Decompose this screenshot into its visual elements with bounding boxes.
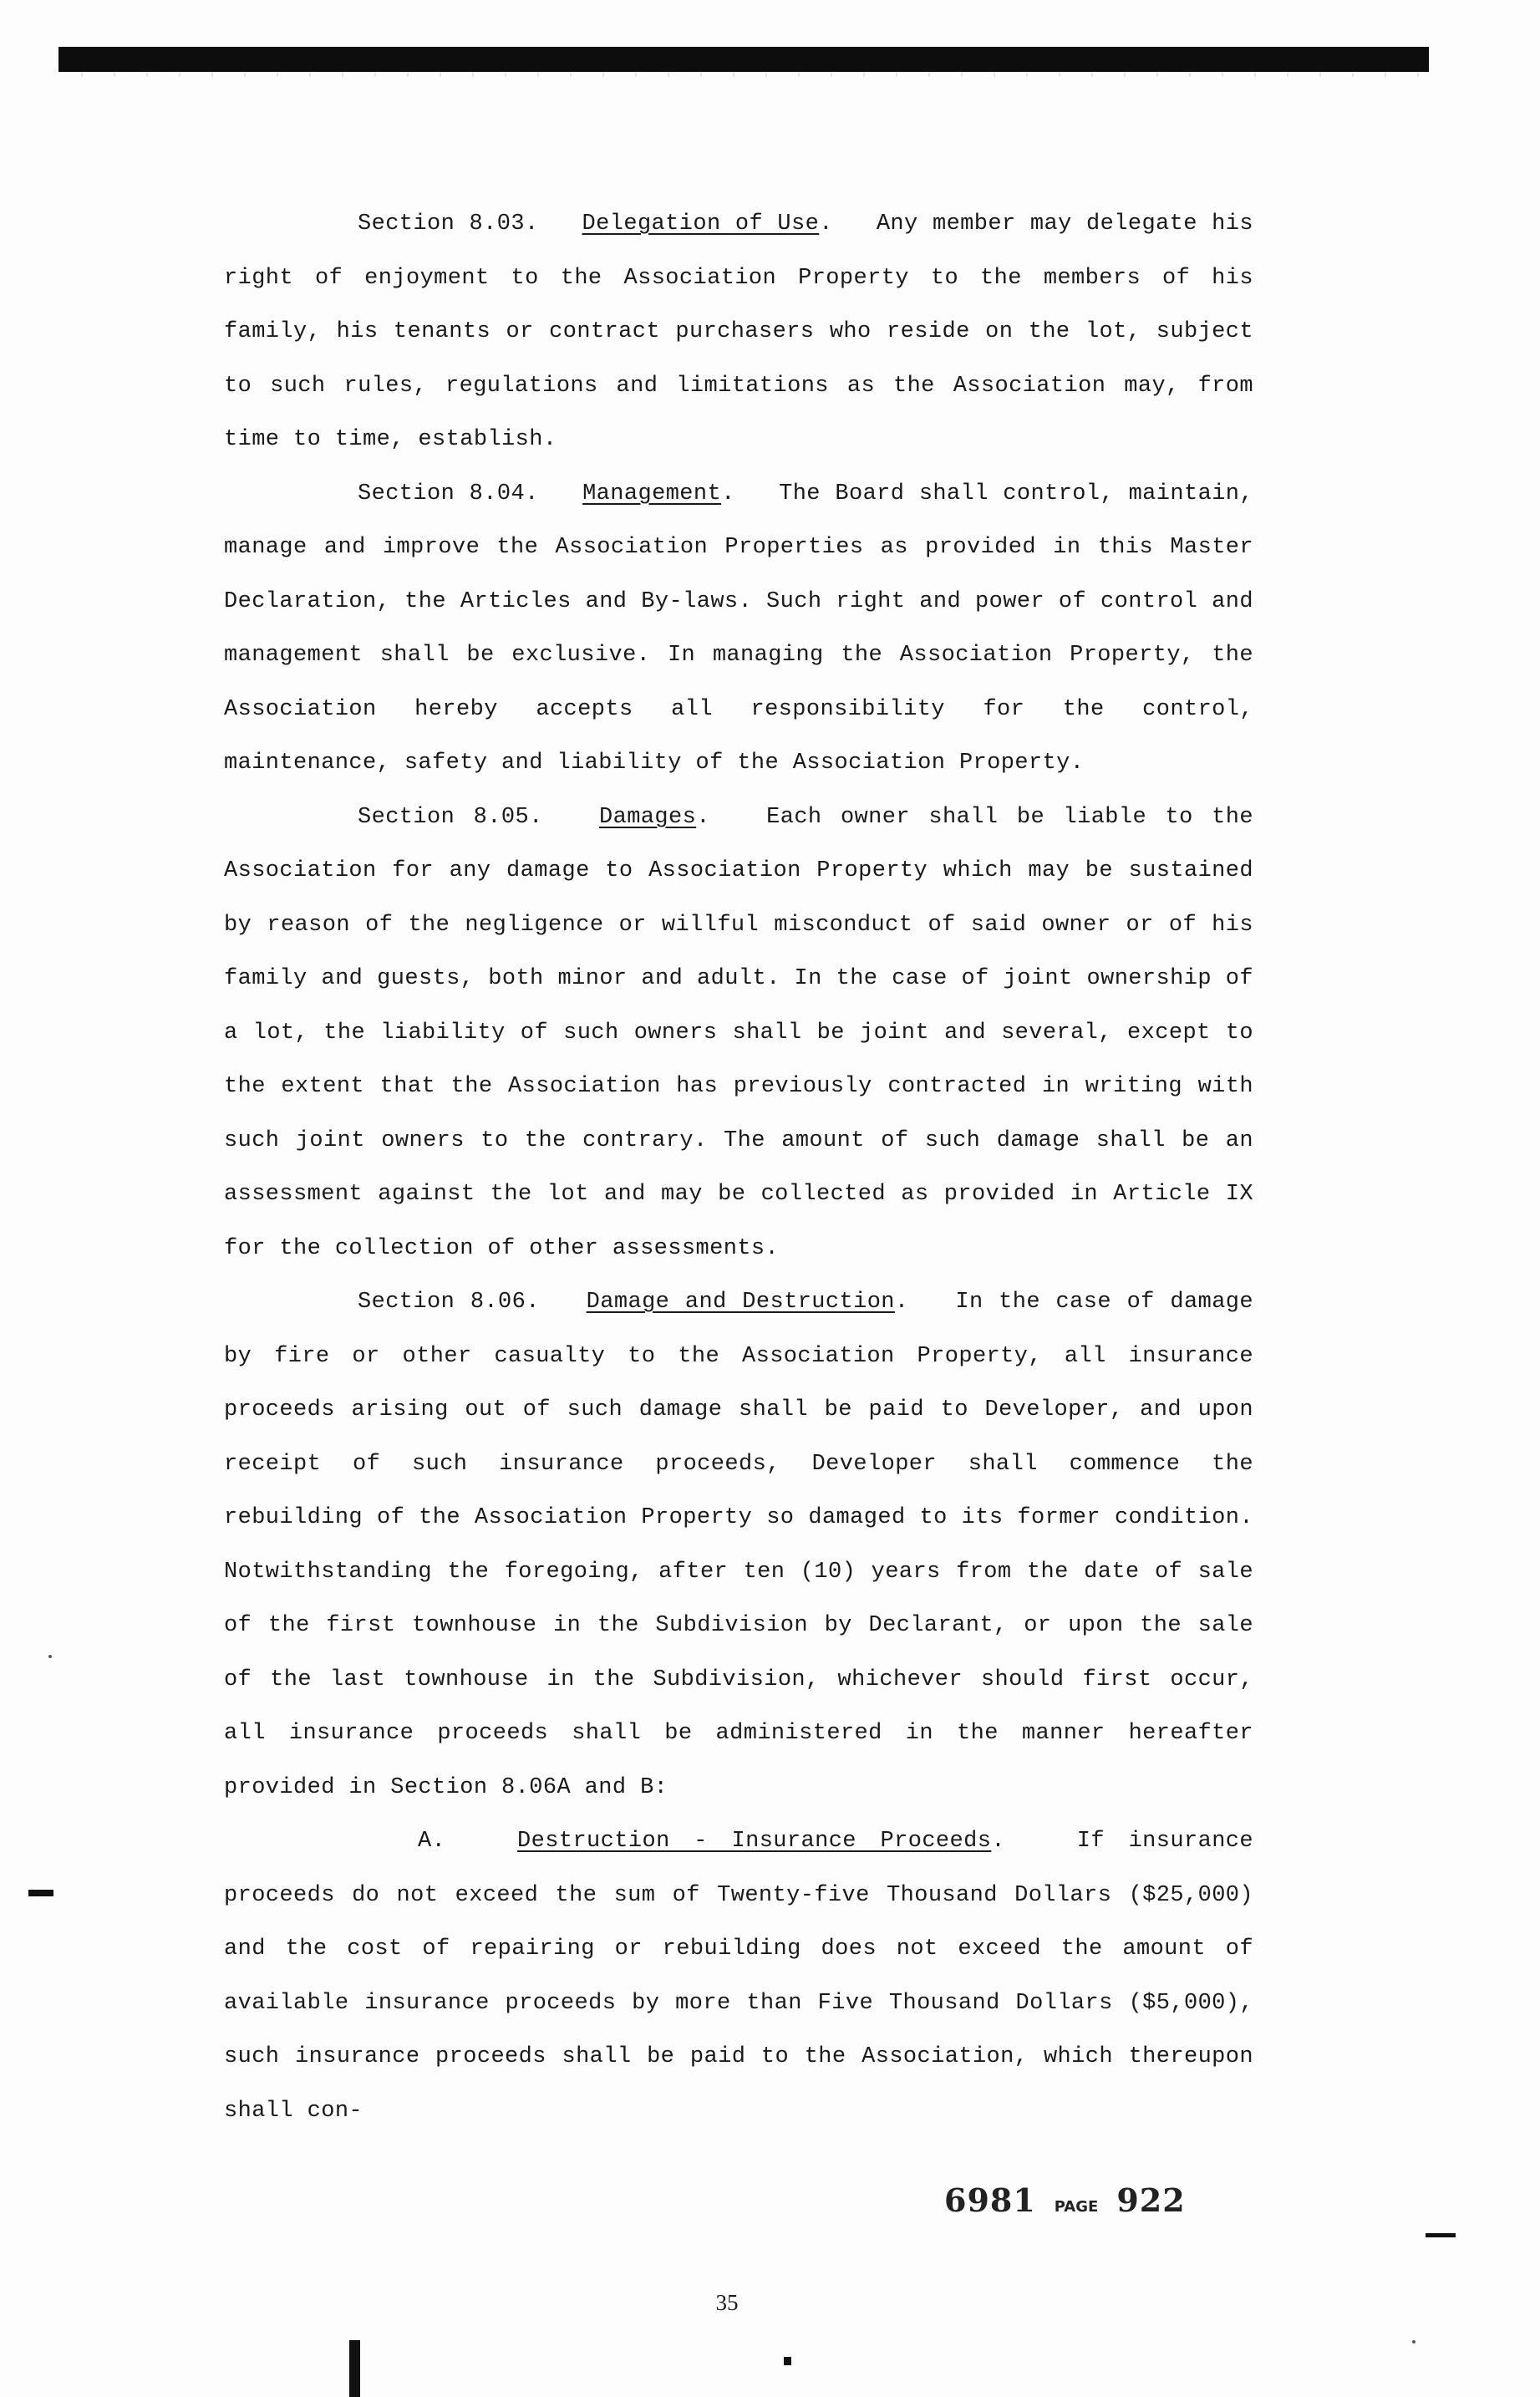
- section-8-06a: A. Destruction - Insurance Proceeds. If insurance proceeds do not exceed the sum of Twenty-five Thousand Dollars ($25,000) and the cost of repairing or rebuilding does not exceed the amount of available insurance proceeds by more than Five Thousand Dollars ($5,000), such insurance proceeds shall be paid to the Association, which thereupon shall con-: [224, 1829, 1253, 2124]
- book-page-reference: [944, 2181, 1186, 2219]
- section-label: Section 8.04.: [358, 481, 539, 506]
- section-label: Section 8.06.: [358, 1290, 540, 1315]
- section-8-06: Section 8.06. Damage and Destruction. In the case of damage by fire or other casualty to the Association Property, all insurance proceeds arising out of such damage shall be paid to Developer, and upon receipt of such insurance proceeds, Developer shall commence the rebuilding of the Association Property so damaged to its former condition. Notwithstanding the foregoing, after ten (10) years from the date of sale of the first townhouse in the Subdivision by Declarant, or upon the sale of the last townhouse in the Subdivision, whichever should first occur, all insurance proceeds shall be administered in the manner hereafter provided in Section 8.06A and B:: [224, 1290, 1253, 1800]
- scan-top-border: [58, 47, 1429, 72]
- section-text: The Board shall control, maintain, manage and improve the Association Properties as provided in this Master Declaration, the Articles and By-laws. Such right and power of control and management shall be exclusive. In managing the Association Property, the Association hereby accepts all responsibility for the control, maintenance, safety and liability of the Association Property.: [224, 481, 1253, 776]
- scan-speck: [784, 2357, 791, 2365]
- section-heading: Damages: [598, 804, 697, 830]
- section-heading: Delegation of Use: [582, 211, 820, 237]
- book-page-number: 922: [1116, 2181, 1186, 2219]
- section-text: Each owner shall be liable to the Association for any damage to Association Property which may be sustained by reason of the negligence or willful misconduct of said owner or of his family and guests, both minor and adult. In the case of joint ownership of a lot, the liability of such owners shall be joint and several, except to the extent that the Association has previously contracted in writing with such joint owners to the contrary. The amount of such damage shall be an assessment against the lot and may be collected as provided in Article IX for the collection of other assessments.: [224, 804, 1253, 1261]
- book-number: 6981: [944, 2181, 1036, 2219]
- section-text: Any member may delegate his right of enjoyment to the Association Property to the members of his family, his tenants or contract purchasers who reside on the lot, subject to such rules, regulations and limitations as the Association may, from time to time, establish.: [224, 211, 1253, 452]
- scan-noise: [50, 72, 1437, 77]
- section-heading: Management: [582, 481, 722, 506]
- scan-margin-mark: [1426, 2233, 1456, 2237]
- section-label: Section 8.03.: [358, 211, 539, 237]
- scan-margin-mark: [28, 1890, 53, 1896]
- subsection-text: If insurance proceeds do not exceed the sum of Twenty-five Thousand Dollars ($25,000) and the cost of repairing or rebuilding does not exceed the amount of available insurance proceeds by more than Five Thousand Dollars ($5,000), such insurance proceeds shall be paid to the Association, which thereupon shall con-: [224, 1829, 1253, 2124]
- scan-speck: [1412, 2340, 1415, 2344]
- scan-speck: [48, 1655, 52, 1658]
- section-8-03: Section 8.03. Delegation of Use. Any member may delegate his right of enjoyment to the Association Property to the members of his family, his tenants or contract purchasers who reside on the lot, subject to such rules, regulations and limitations as the Association may, from time to time, establish.: [224, 211, 1253, 452]
- scan-edge-mark: [349, 2340, 360, 2397]
- subsection-label: A.: [418, 1829, 446, 1854]
- section-text: In the case of damage by fire or other casualty to the Association Property, all insurance proceeds arising out of such damage shall be paid to Developer, and upon receipt of such insurance proceeds, Developer shall commence the rebuilding of the Association Property so damaged to its former condition. Notwithstanding the foregoing, after ten (10) years from the date of sale of the first townhouse in the Subdivision by Declarant, or upon the sale of the last townhouse in the Subdivision, whichever should first occur, all insurance proceeds shall be administered in the manner hereafter provided in Section 8.06A and B:: [224, 1290, 1253, 1800]
- section-8-04: Section 8.04. Management. The Board shall control, maintain, manage and improve the Association Properties as provided in this Master Declaration, the Articles and By-laws. Such right and power of control and management shall be exclusive. In managing the Association Property, the Association hereby accepts all responsibility for the control, maintenance, safety and liability of the Association Property.: [224, 481, 1253, 776]
- section-8-05: Section 8.05. Damages. Each owner shall be liable to the Association for any damage to Association Property which may be sustained by reason of the negligence or willful misconduct of said owner or of his family and guests, both minor and adult. In the case of joint ownership of a lot, the liability of such owners shall be joint and several, except to the extent that the Association has previously contracted in writing with such joint owners to the contrary. The amount of such damage shall be an assessment against the lot and may be collected as provided in Article IX for the collection of other assessments.: [224, 804, 1253, 1261]
- section-heading: Damage and Destruction: [586, 1290, 895, 1315]
- page-number: 35: [715, 2290, 739, 2315]
- book-page-label: PAGE: [1054, 2198, 1099, 2216]
- subsection-heading: Destruction - Insurance Proceeds: [517, 1829, 992, 1854]
- document-body: [224, 197, 1253, 2138]
- section-label: Section 8.05.: [358, 804, 543, 830]
